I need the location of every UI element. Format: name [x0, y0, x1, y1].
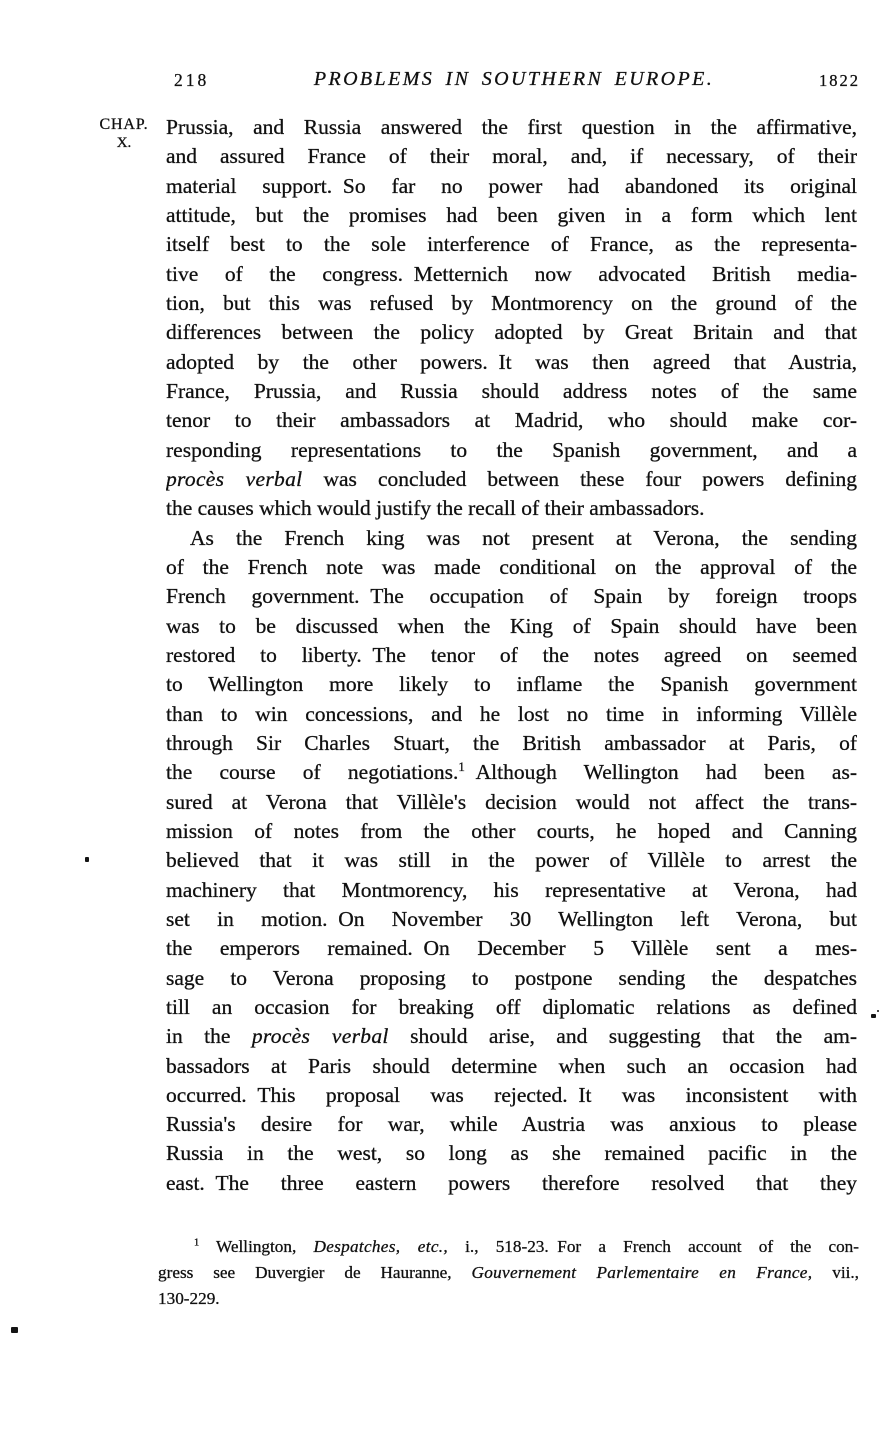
text-line: France, Prussia, and Russia should address notes of the same: [166, 378, 857, 403]
text-line: 130-229.: [158, 1289, 220, 1309]
text-line: gress see Duvergier de Hauranne, Gouvernement Parlementaire en France, vii.,: [158, 1263, 859, 1283]
text-line: Russia's desire for war, while Austria was anxious to please: [166, 1112, 857, 1137]
text-line: adopted by the other powers. It was then agreed that Austria,: [166, 349, 857, 374]
scan-artifact: [85, 857, 89, 862]
text-line: to Wellington more likely to inflame the Spanish government: [166, 672, 857, 697]
text-line: east. The three eastern powers therefore resolved that they: [166, 1170, 857, 1195]
text-line: Russia in the west, so long as she remained pacific in the: [166, 1141, 857, 1166]
text-line: tenor to their ambassadors at Madrid, who should make cor-: [166, 408, 857, 433]
chapter-label: CHAP.: [99, 116, 149, 133]
chapter-margin-note: [90, 116, 158, 152]
text-line: and assured France of their moral, and, if necessary, of their: [166, 144, 857, 169]
text-line: responding representations to the Spanish government, and a: [166, 437, 857, 462]
text-line: the causes which would justify the recall of their ambassadors.: [166, 496, 705, 521]
text-line: itself best to the sole interference of France, as the representa-: [166, 232, 857, 257]
text-line: through Sir Charles Stuart, the British ambassador at Paris, of: [166, 730, 857, 755]
text-line: was to be discussed when the King of Spain should have been: [166, 613, 857, 638]
footnote: [158, 1234, 859, 1313]
text-line: mission of notes from the other courts, he hoped and Canning: [166, 818, 857, 843]
text-line: tive of the congress. Metternich now advocated British media-: [166, 261, 857, 286]
scan-artifact: [877, 1010, 879, 1012]
text-line: restored to liberty. The tenor of the notes agreed on seemed: [166, 642, 857, 667]
scan-artifact: [871, 1014, 876, 1018]
text-line: till an occasion for breaking off diplomatic relations as defined: [166, 994, 857, 1019]
text-line: As the French king was not present at Verona, the sending: [190, 525, 857, 550]
text-line: French government. The occupation of Spain by foreign troops: [166, 584, 857, 609]
text-line: of the French note was made conditional on the approval of the: [166, 554, 857, 579]
text-line: sured at Verona that Villèle's decision would not affect the trans-: [166, 789, 857, 814]
running-title: PROBLEMS IN SOUTHERN EUROPE.: [313, 68, 715, 90]
paragraph-1: [166, 113, 857, 524]
text-line: occurred. This proposal was rejected. It was inconsistent with: [166, 1082, 857, 1107]
chapter-number: X.: [116, 135, 132, 151]
text-line: the course of negotiations.$^1$ Although Wellington had been as-: [166, 760, 857, 785]
page-number: 218: [174, 70, 210, 90]
text-line: bassadors at Paris should determine when such an occasion had: [166, 1053, 857, 1078]
paragraph-2: [166, 524, 857, 1199]
page-header: [166, 68, 862, 98]
text-line: machinery that Montmorency, his representative at Verona, had: [166, 877, 857, 902]
text-line: $^1$ Wellington, Despatches, etc., i., 518-23. For a French account of the con-: [194, 1237, 859, 1256]
text-line: believed that it was still in the power of Villèle to arrest the: [166, 848, 857, 873]
text-line: Prussia, and Russia answered the first question in the affirmative,: [166, 115, 857, 139]
text-line: than to win concessions, and he lost no time in informing Villèle: [166, 701, 857, 726]
text-line: set in motion. On November 30 Wellington left Verona, but: [166, 906, 857, 931]
text-line: the emperors remained. On December 5 Villèle sent a mes-: [166, 936, 857, 961]
header-year: 1822: [819, 71, 860, 90]
scan-artifact: [11, 1327, 18, 1333]
text-line: material support. So far no power had abandoned its original: [166, 173, 857, 198]
text-line: procès verbal was concluded between these four powers defining: [166, 466, 857, 491]
text-line: sage to Verona proposing to postpone sending the despatches: [166, 965, 857, 990]
text-line: tion, but this was refused by Montmorency on the ground of the: [166, 290, 857, 315]
body-text: [166, 113, 857, 1198]
text-line: in the procès verbal should arise, and suggesting that the am-: [166, 1024, 857, 1049]
text-line: differences between the policy adopted by Great Britain and that: [166, 320, 857, 345]
text-line: attitude, but the promises had been given in a form which lent: [166, 202, 857, 227]
